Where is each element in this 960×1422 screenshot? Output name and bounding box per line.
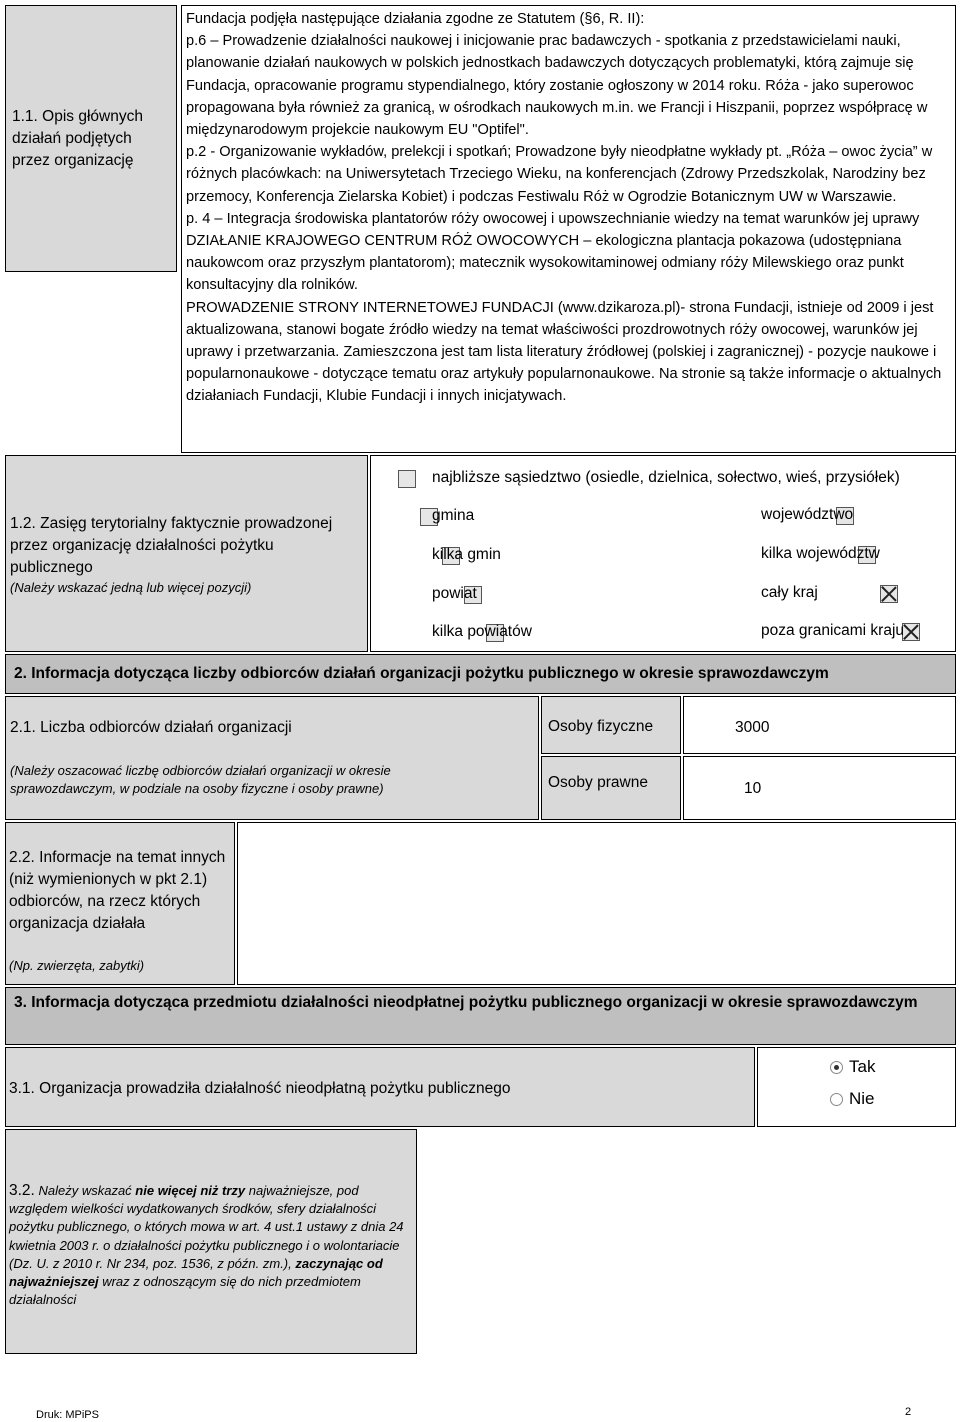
checkbox-caly-kraj[interactable]	[880, 585, 898, 603]
intro-line: Fundacja podjęła następujące działania zgodne ze Statutem (§6, R. II):	[186, 11, 645, 27]
radio-nie-label: Nie	[849, 1089, 875, 1108]
section-2-2-value-cell[interactable]	[237, 822, 956, 985]
label-najblizsze: najbliższe sąsiedztwo (osiedle, dzielnica, sołectwo, wieś, przysiółek)	[432, 469, 900, 486]
radio-nie[interactable]	[830, 1089, 875, 1109]
section-3-1-label: 3.1. Organizacja prowadziła działalność nieodpłatną pożytku publicznego	[9, 1080, 511, 1097]
section-2-2-label-cell	[5, 822, 235, 985]
paragraph-p2: p.2 - Organizowanie wykładów, prelekcji i spotkań; Prowadzone były nieodpłatne wykłady pt. „Róża – owoc życia” w różnych placówkach: na Uniwersytetach Trzeciego Wieku, na konferencjach (Zdrowy Przedszkolak, Narodziny bez przemocy, Konferencja Zielarska Kobiet) i podczas Festiwalu Róż w Ogrodzie Botanicznym UW w Warszawie.	[186, 144, 933, 205]
osoby-prawne-value-cell[interactable]	[683, 756, 956, 820]
osoby-fizyczne-value-cell[interactable]	[683, 696, 956, 754]
osoby-fizyczne-label-cell	[541, 696, 681, 754]
section-2-1-label-cell	[5, 696, 539, 820]
section-2-1-label: 2.1. Liczba odbiorców działań organizacji	[10, 719, 292, 736]
label-gmina: gmina	[432, 507, 475, 524]
section-1-2-options	[370, 455, 956, 652]
label-kilka-gmin: kilka gmin	[432, 546, 501, 563]
section-3-2-label-cell	[5, 1129, 417, 1354]
radio-nie-circle[interactable]	[830, 1093, 843, 1106]
section-1-1-label-cell	[5, 5, 177, 272]
osoby-prawne-label: Osoby prawne	[548, 774, 648, 791]
section-3-2-note	[9, 1182, 413, 1309]
label-caly-kraj: cały kraj	[761, 584, 818, 601]
note-part-5: najważniejszej	[9, 1274, 99, 1290]
footer-page-number: 2	[905, 1406, 912, 1418]
osoby-fizyczne-label: Osoby fizyczne	[548, 718, 654, 735]
radio-tak-circle[interactable]	[830, 1061, 843, 1074]
footer-printer: Druk: MPiPS	[36, 1409, 99, 1421]
section-1-2-label-cell	[5, 455, 368, 652]
note-part-1: Należy wskazać	[38, 1183, 136, 1198]
section-1-1-content	[181, 5, 956, 453]
section-3-2-number: 3.2.	[9, 1182, 35, 1199]
section-1-2-label: 1.2. Zasięg terytorialny faktycznie prowadzonej przez organizację działalności pożytku publicznego	[10, 515, 333, 576]
label-powiat: powiat	[432, 585, 477, 602]
section-1-2-note: (Należy wskazać jedną lub więcej pozycji)	[10, 580, 252, 595]
section-2-header: 2. Informacja dotycząca liczby odbiorców działań organizacji pożytku publicznego w okresie sprawozdawczym	[5, 654, 956, 694]
label-kilka-wojewodztw: kilka województw	[761, 545, 880, 562]
section-3-1-label-cell	[5, 1047, 755, 1127]
osoby-prawne-value: 10	[744, 780, 762, 797]
label-poza-granicami: poza granicami kraju	[761, 622, 905, 639]
note-part-6: wraz z odnoszącym się do nich przedmiotem działalności	[9, 1274, 361, 1308]
section-2-2-note: (Np. zwierzęta, zabytki)	[9, 958, 145, 973]
note-part-2: nie więcej niż trzy	[135, 1183, 246, 1198]
osoby-prawne-label-cell	[541, 756, 681, 820]
checkbox-poza-granicami[interactable]	[902, 623, 920, 641]
label-wojewodztwo: województwo	[761, 506, 854, 523]
note-part-3: najważniejsze, pod względem wielkości wydatkowanych środków, sfery działalności pożytku publicznego, o których mowa w art. 4 ust.1 ustawy z dnia 24 kwietnia 2003 r. o działalności pożytku publicznego i o wolontariacie (Dz. U. z 2010 r. Nr 234, poz. 1536, z późn. zm.),	[9, 1183, 404, 1271]
paragraph-website: PROWADZENIE STRONY INTERNETOWEJ FUNDACJI (www.dzikaroza.pl)- strona Fundacji, istnieje od 2009 i jest aktualizowana, stanowi bogate źródło wiedzy na temat właściwości prozdrowotnych róży owocowej, warunków jej uprawy i przetwarzania. Zamieszczona jest tam lista literatury źródłowej (polskiej i zagranicznej) - pozycje naukowe i popularnonaukowe - dotyczące tematu oraz artykuły popularnonaukowe. Na stronie są także informacje o aktualnych działaniach Fundacji, Klubie Fundacji i innych inicjatywach.	[186, 299, 942, 405]
section-3-header: 3. Informacja dotycząca przedmiotu działalności nieodpłatnej pożytku publicznego organizacji w okresie sprawozdawczym	[5, 987, 956, 1045]
note-part-4: zaczynając od	[295, 1255, 383, 1271]
section-2-1-note: (Należy oszacować liczbę odbiorców działań organizacji w okresie sprawozdawczym, w podziale na osoby fizyczne i osoby prawne)	[10, 763, 391, 796]
label-kilka-powiatow: kilka powiatów	[432, 623, 532, 640]
section-2-2-label: 2.2. Informacje na temat innych (niż wymienionych w pkt 2.1) odbiorców, na rzecz których organizacja działała	[9, 849, 226, 932]
radio-tak[interactable]	[830, 1057, 875, 1077]
checkbox-najblizsze[interactable]	[398, 470, 416, 488]
radio-tak-label: Tak	[849, 1057, 876, 1076]
osoby-fizyczne-value: 3000	[735, 719, 770, 736]
section-3-1-radio-cell	[757, 1047, 956, 1127]
section-1-1-label: 1.1. Opis głównych działań podjętych przez organizację	[12, 108, 143, 169]
paragraph-p4: p. 4 – Integracja środowiska plantatorów róży owocowej i upowszechnianie wiedzy na temat warunków jej uprawy DZIAŁANIE KRAJOWEGO CENTRUM RÓŻ OWOCOWYCH – ekologiczna plantacja pokazowa (udostępniana naukowcom oraz przyszłym plantatorom); matecznik wysokowitaminowej odmiany róży Milewskiego oraz punkt konsultacyjny dla rolników.	[186, 210, 920, 294]
paragraph-p6: p.6 – Prowadzenie działalności naukowej i inicjowanie prac badawczych - spotkania z przedstawicielami nauki, planowanie działań naukowych w polskich jednostkach badawczych dotyczących problematyki, którą zajmuje się Fundacja, opracowanie programu stypendialnego, który zostanie ogłoszony w 2014 roku. Róża - jako superowoc propagowana była również za granicą, w ośrodkach naukowych m.in. we Francji i Hiszpanii, poprzez współpracę w międzynarodowym projekcie naukowym EU "Optifel".	[186, 33, 928, 139]
